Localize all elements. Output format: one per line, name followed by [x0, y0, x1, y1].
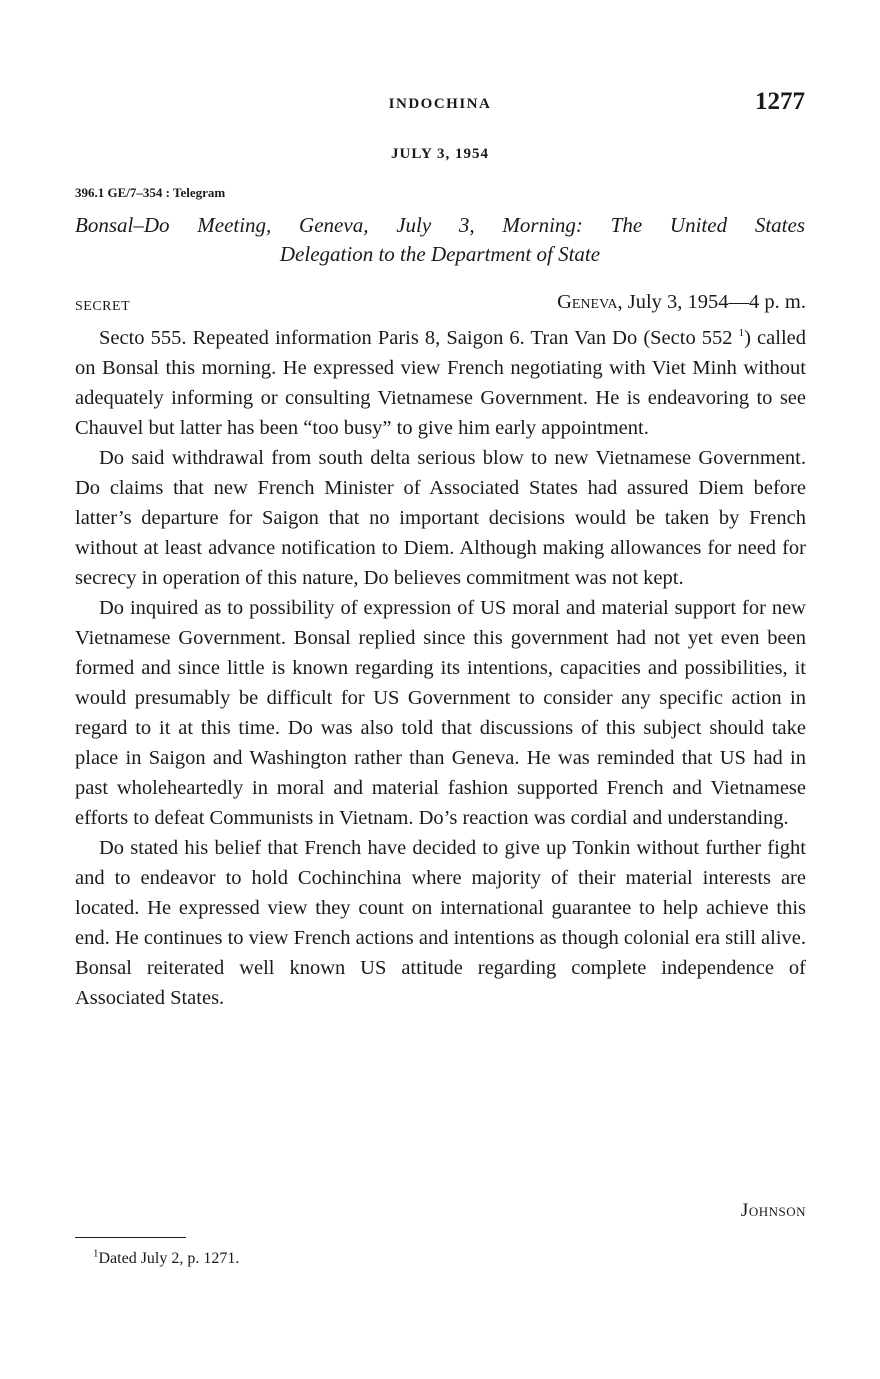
- document-title: [75, 211, 805, 269]
- paragraph-1: [75, 323, 806, 443]
- date-heading: JULY 3, 1954: [391, 146, 489, 162]
- signature: Johnson: [740, 1200, 806, 1221]
- paragraph-2: Do said withdrawal from south delta serious blow to new Vietnamese Government. Do claims that new French Minister of Associated States had assured Diem before latter’s departure for Saigon that no important decisions would be taken by French without at least advance notification to Diem. Although making allowances for need for secrecy in operation of this nature, Do believes commitment was not kept.: [75, 447, 806, 589]
- dateline-place: Geneva: [557, 291, 618, 313]
- footnote-marker: 1: [93, 1247, 99, 1260]
- page-number: 1277: [755, 88, 805, 115]
- document-title-line-2: Delegation to the Department of State: [279, 242, 601, 266]
- dateline-date: , July 3, 1954—4 p. m.: [617, 291, 806, 313]
- footnote: [93, 1247, 240, 1268]
- document-title-line-1: Bonsal–Do Meeting, Geneva, July 3, Morning: The United States: [75, 213, 805, 237]
- paragraph-3: Do inquired as to possibility of expression of US moral and material support for new Vietnamese Government. Bonsal replied since this government had not yet even been formed and since little is known regarding its intentions, capacities and possibilities, it would presumably be difficult for US Government to consider any specific action in regard to it at this time. Do was also told that discussions of this subject should take place in Saigon and Washington rather than Geneva. He was reminded that US had in past wholeheartedly in moral and material fashion supported French and Vietnamese efforts to defeat Communists in Vietnam. Do’s reaction was cordial and understanding.: [75, 597, 806, 829]
- dateline-row: [75, 291, 806, 321]
- footnote-text: Dated July 2, p. 1271.: [98, 1250, 240, 1267]
- file-reference: 396.1 GE/7–354 : Telegram: [75, 185, 226, 200]
- running-title: INDOCHINA: [388, 96, 492, 112]
- footnote-rule: [75, 1237, 186, 1238]
- paragraph-1-end: ) called on Bonsal this morning. He expressed view French negotiating with Viet Minh without adequately informing or consulting Vietnamese Government. He is endeavoring to see Chauvel but latter has been “too busy” to give him early appointment.: [75, 327, 806, 439]
- paragraph-4: Do stated his belief that French have decided to give up Tonkin without further fight and to endeavor to hold Cochinchina where majority of their material interests are located. He expressed view they count on international guarantee to help achieve this end. He continues to view French actions and intentions as though colonial era still alive. Bonsal reiterated well known US attitude regarding complete independence of Associated States.: [75, 837, 806, 1009]
- paragraph-1-start: Secto 555. Repeated information Paris 8, Saigon 6. Tran Van Do (Secto 552: [99, 327, 739, 349]
- dateline: [557, 291, 806, 314]
- classification-marking: SECRET: [75, 299, 131, 314]
- running-head: [0, 88, 880, 124]
- footnote-reference: 1: [738, 327, 745, 340]
- telegram-body: [75, 323, 806, 1013]
